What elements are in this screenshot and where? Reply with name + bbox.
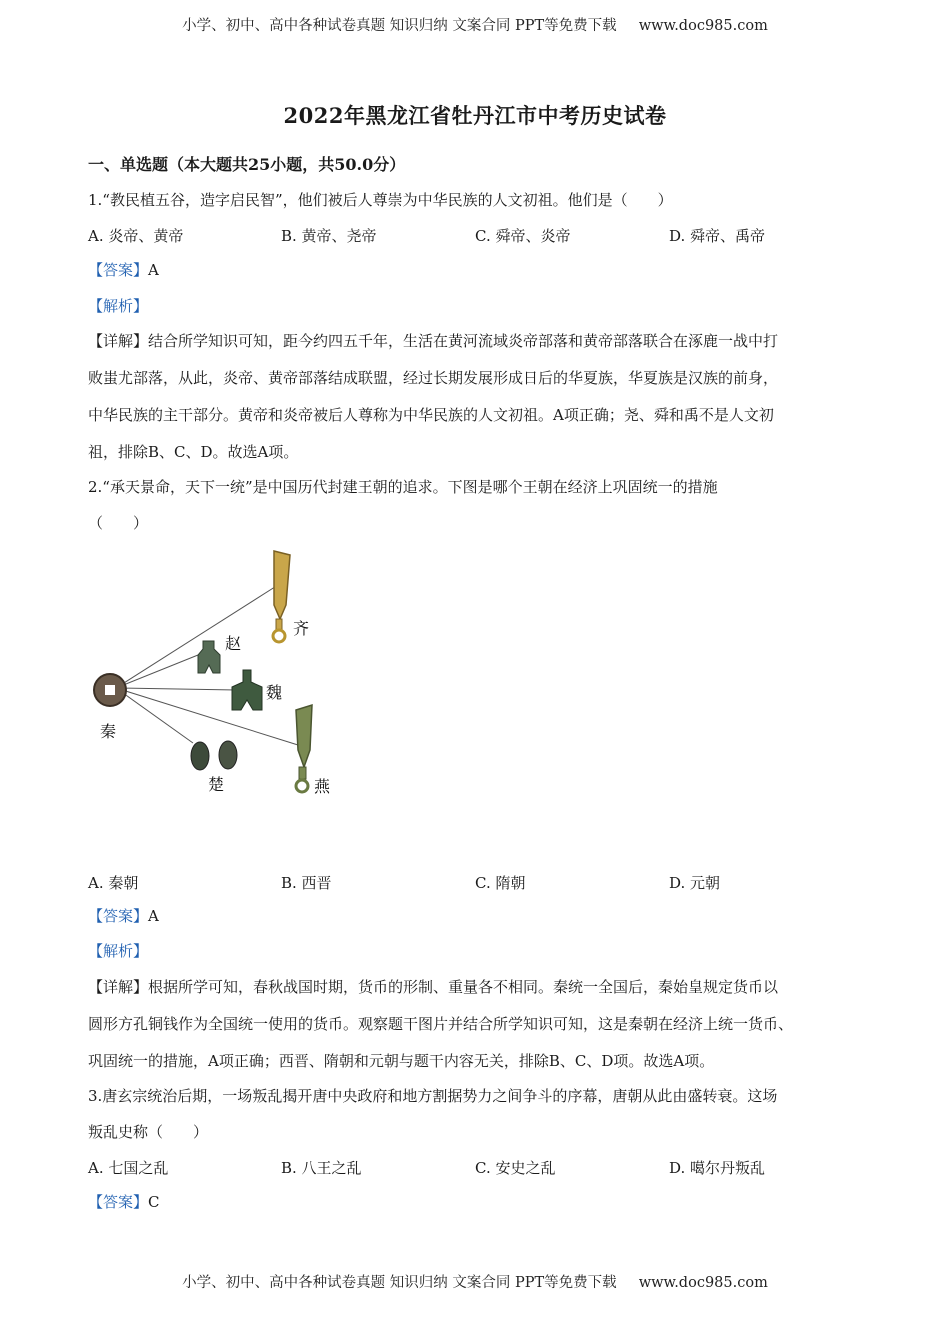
label-qin: 秦 xyxy=(100,722,117,741)
q2-detail-line-3: 巩固统一的措施，A项正确；西晋、隋朝和元朝与题干内容无关，排除B、C、D项。故选A项。 xyxy=(88,1052,715,1070)
q3-stem: 3.唐玄宗统治后期，一场叛乱揭开唐中央政府和地方割据势力之间争斗的序幕，唐朝从此由盛转衰。这场 xyxy=(88,1087,778,1105)
header-text: 小学、初中、高中各种试卷真题 知识归纳 文案合同 PPT等免费下载 xyxy=(182,18,617,34)
currency-figure xyxy=(88,545,348,810)
qin-banliang-coin-icon xyxy=(94,674,126,706)
q2-detail-text-1: 根据所学可知，春秋战国时期，货币的形制、重量各不相同。秦统一全国后，秦始皇规定货币以 xyxy=(148,978,779,996)
q1-option-b: B. 黄帝、尧帝 xyxy=(281,227,377,245)
q3-option-c: C. 安史之乱 xyxy=(475,1159,556,1177)
line-to-qi xyxy=(116,585,278,688)
q2-option-c: C. 隋朝 xyxy=(475,874,526,892)
q1-detail-line-1 xyxy=(88,331,778,351)
page-footer xyxy=(0,1271,950,1292)
label-zhao: 赵 xyxy=(225,634,242,653)
q2-answer-value: A xyxy=(148,907,159,925)
footer-site: www.doc985.com xyxy=(638,1275,768,1291)
q3-option-b: B. 八王之乱 xyxy=(281,1159,362,1177)
section-heading: 一、单选题（本大题共25小题，共50.0分） xyxy=(88,155,406,174)
q2-option-a: A. 秦朝 xyxy=(88,874,139,892)
answer-tag: 【答案】 xyxy=(88,1193,149,1211)
q2-stem-blank: （ ） xyxy=(88,514,149,532)
answer-tag: 【答案】 xyxy=(88,907,149,925)
q3-option-a: A. 七国之乱 xyxy=(88,1159,169,1177)
qi-knife-coin-icon xyxy=(273,551,290,642)
label-qi: 齐 xyxy=(293,619,310,638)
detail-tag: 【详解】 xyxy=(88,978,149,996)
line-to-zhao xyxy=(116,655,198,688)
q1-stem: 1.“教民植五谷，造字启民智”，他们被后人尊崇为中华民族的人文初祖。他们是（ ） xyxy=(88,191,673,209)
page-header xyxy=(0,14,950,35)
label-chu: 楚 xyxy=(208,775,225,794)
q2-analysis-tag: 【解析】 xyxy=(88,942,149,960)
q1-detail-line-4: 祖，排除B、C、D。故选A项。 xyxy=(88,443,299,461)
q1-detail-text-1: 结合所学知识可知，距今约四五千年，生活在黄河流域炎帝部落和黄帝部落联合在涿鹿一战中打 xyxy=(148,332,779,350)
q1-answer-value: A xyxy=(148,261,159,279)
q1-analysis-tag: 【解析】 xyxy=(88,297,149,315)
q1-option-c: C. 舜帝、炎帝 xyxy=(475,227,571,245)
q2-detail-line-1 xyxy=(88,977,778,997)
currency-diagram xyxy=(88,545,348,810)
zhao-spade-coin-icon xyxy=(198,641,220,673)
chu-ant-nose-coin-icon xyxy=(191,741,237,770)
q2-stem: 2.“承天景命，天下一统”是中国历代封建王朝的追求。下图是哪个王朝在经济上巩固统一的措施 xyxy=(88,478,718,496)
q1-answer xyxy=(88,260,159,280)
q1-detail-line-3: 中华民族的主干部分。黄帝和炎帝被后人尊称为中华民族的人文初祖。A项正确；尧、舜和禹不是人文初 xyxy=(88,406,774,424)
q3-answer-value: C xyxy=(148,1193,160,1211)
header-site: www.doc985.com xyxy=(638,18,768,34)
label-yan: 燕 xyxy=(314,777,331,796)
footer-text: 小学、初中、高中各种试卷真题 知识归纳 文案合同 PPT等免费下载 xyxy=(182,1275,617,1291)
q2-option-b: B. 西晋 xyxy=(281,874,332,892)
yan-knife-coin-icon xyxy=(296,705,312,792)
label-wei: 魏 xyxy=(266,683,283,702)
q1-detail-line-2: 败蚩尤部落，从此，炎帝、黄帝部落结成联盟，经过长期发展形成日后的华夏族，华夏族是汉族的前身， xyxy=(88,369,779,387)
q3-stem-2: 叛乱史称（ ） xyxy=(88,1123,209,1141)
q2-answer xyxy=(88,906,159,926)
wei-spade-coin-icon xyxy=(232,670,262,710)
line-to-chu xyxy=(116,688,193,743)
page-title: 2022年黑龙江省牡丹江市中考历史试卷 xyxy=(283,103,667,128)
line-to-wei xyxy=(116,688,236,690)
q3-option-d: D. 噶尔丹叛乱 xyxy=(669,1159,766,1177)
q2-detail-line-2: 圆形方孔铜钱作为全国统一使用的货币。观察题干图片并结合所学知识可知，这是秦朝在经济上统一货币、 xyxy=(88,1015,794,1033)
q3-answer xyxy=(88,1192,160,1212)
detail-tag: 【详解】 xyxy=(88,332,149,350)
q1-option-a: A. 炎帝、黄帝 xyxy=(88,227,184,245)
q1-option-d: D. 舜帝、禹帝 xyxy=(669,227,766,245)
answer-tag: 【答案】 xyxy=(88,261,149,279)
q2-option-d: D. 元朝 xyxy=(669,874,721,892)
